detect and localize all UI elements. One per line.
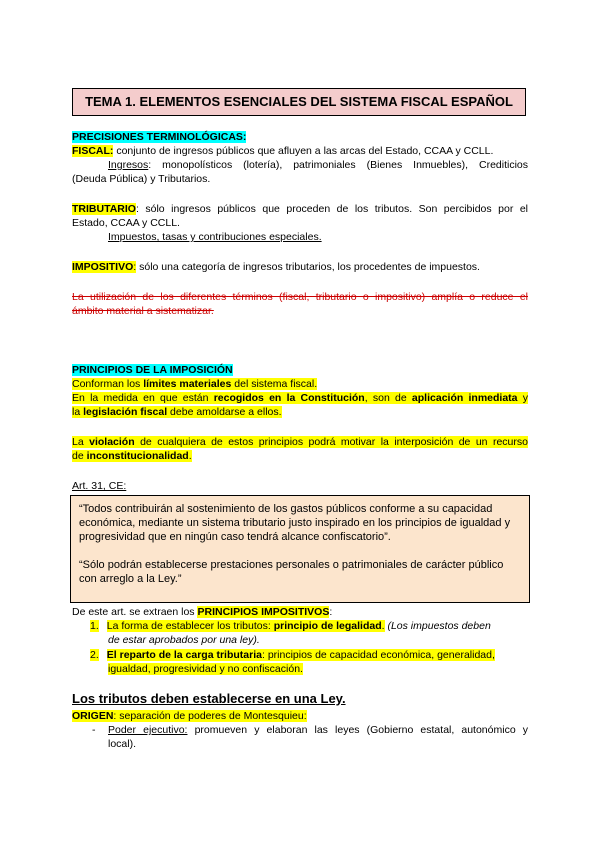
page-title: TEMA 1. ELEMENTOS ESENCIALES DEL SISTEMA FISCAL ESPAÑOL	[72, 88, 526, 116]
tributario-line-2: Estado, CCAA y CCLL.	[72, 217, 180, 229]
principle-item-1: 1. La forma de establecer los tributos: principio de legalidad. (Los impuestos deben	[90, 620, 491, 632]
origen-line: ORIGEN: separación de poderes de Montesquieu:	[72, 710, 307, 722]
article-quote-box	[70, 495, 530, 603]
principios-line-2: En la medida en que están recogidos en la Constitución, son de aplicación inmediata y	[72, 392, 528, 404]
tributario-definition: TRIBUTARIO: sólo ingresos públicos que proceden de los tributos. Son percibidos por el	[72, 203, 528, 215]
principle-item-2: 2. El reparto de la carga tributaria: principios de capacidad económica, generalidad,	[90, 649, 495, 661]
article-reference: Art. 31, CE:	[72, 480, 127, 492]
principios-line-4: La violación de cualquiera de estos principios podrá motivar la interposición de un recurso	[72, 436, 528, 448]
fiscal-definition: FISCAL: conjunto de ingresos públicos que afluyen a las arcas del Estado, CCAA y CCLL.	[72, 145, 494, 157]
extract-intro: De este art. se extraen los PRINCIPIOS IMPOSITIVOS:	[72, 606, 333, 618]
strikethrough-note-2: ámbito material a sistematizar.	[72, 305, 214, 317]
ingresos-line: Ingresos: monopolísticos (lotería), patrimoniales (Bienes Inmuebles), Crediticios	[108, 159, 528, 171]
principle-item-2-cont: igualdad, progresividad y no confiscación.	[108, 663, 303, 675]
impositivo-definition: IMPOSITIVO: sólo una categoría de ingresos tributarios, los procedentes de impuestos.	[72, 261, 480, 273]
poder-ejecutivo-line-2: local).	[108, 738, 137, 750]
bullet-dash: -	[92, 724, 96, 736]
principios-line-1: Conforman los límites materiales del sistema fiscal.	[72, 378, 318, 390]
tributario-sub: Impuestos, tasas y contribuciones especiales.	[108, 231, 322, 243]
article-quote-1: “Todos contribuirán al sostenimiento de los gastos públicos conforme a su capacidad económica, mediante un sistema tributario justo inspirado en los principios de igualdad y progresividad que en ningún caso tendrá alcance confiscatorio”.	[79, 503, 511, 543]
article-quote-2: “Sólo podrán establecerse prestaciones personales o patrimoniales de carácter público con arreglo a la Ley.”	[79, 559, 504, 585]
principios-line-3: la legislación fiscal debe amoldarse a ellos.	[72, 406, 282, 418]
ingresos-line-2: (Deuda Pública) y Tributarios.	[72, 173, 211, 185]
poder-ejecutivo-line: Poder ejecutivo: promueven y elaboran las leyes (Gobierno estatal, autonómico y	[108, 724, 529, 736]
section-heading-precisiones: PRECISIONES TERMINOLÓGICAS:	[72, 131, 247, 143]
ley-heading: Los tributos deben establecerse en una Ley.	[72, 691, 346, 706]
strikethrough-note: La utilización de los diferentes términos (fiscal, tributario o impositivo) amplía o reduce el	[72, 291, 528, 303]
principle-item-1-cont: de estar aprobados por una ley).	[108, 634, 260, 646]
principios-line-5: de inconstitucionalidad.	[72, 450, 192, 462]
section-heading-principios: PRINCIPIOS DE LA IMPOSICIÓN	[72, 364, 233, 376]
